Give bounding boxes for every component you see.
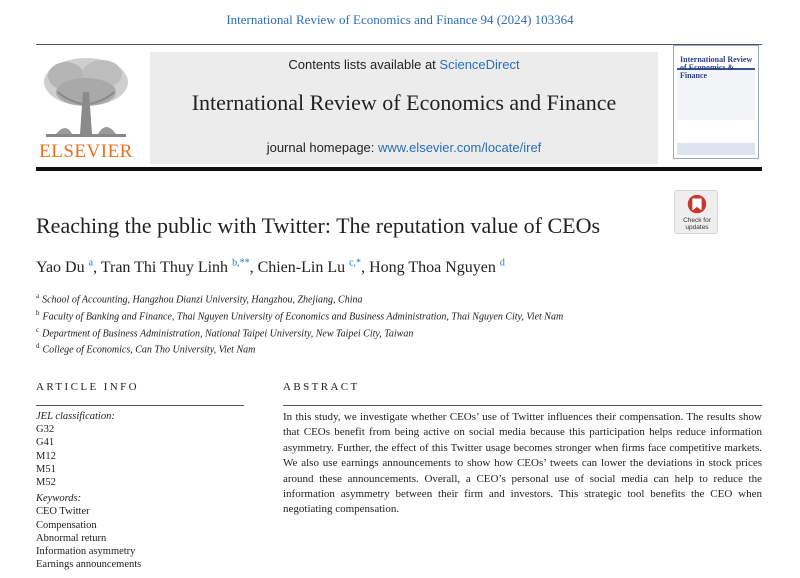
crossmark-icon xyxy=(675,193,719,217)
check-for-updates-label: Check for updates xyxy=(683,217,711,231)
homepage-prefix: journal homepage: xyxy=(266,140,379,155)
homepage-line xyxy=(150,140,658,155)
author-marks[interactable]: b,** xyxy=(232,258,250,269)
elsevier-wordmark: ELSEVIER xyxy=(39,141,133,162)
keyword: CEO Twitter xyxy=(36,506,90,518)
author[interactable] xyxy=(369,259,505,276)
author[interactable] xyxy=(101,259,258,276)
jel-code: G41 xyxy=(36,437,55,449)
affiliation-text: Faculty of Banking and Finance, Thai Nguyen University of Economics and Business Administration, Thai Nguyen City, Viet Nam xyxy=(42,311,564,323)
abstract-rule xyxy=(283,405,762,406)
author[interactable] xyxy=(258,259,370,276)
keywords-label: Keywords: xyxy=(36,493,82,505)
jel-code: M52 xyxy=(36,477,56,489)
contents-line xyxy=(150,57,658,72)
keyword: Earnings announcements xyxy=(36,559,142,571)
author-name: Yao Du xyxy=(36,259,85,277)
article-info-rule xyxy=(36,405,244,406)
author-separator: , xyxy=(93,259,101,277)
affiliation xyxy=(36,340,563,357)
cover-footer xyxy=(677,143,755,155)
keyword: Abnormal return xyxy=(36,532,107,544)
abstract-heading: ABSTRACT xyxy=(283,381,360,393)
article-info-panel xyxy=(36,410,246,571)
affiliation-mark: d xyxy=(36,342,40,351)
journal-citation[interactable]: International Review of Economics and Finance 94 (2024) 103364 xyxy=(226,12,574,27)
affiliation xyxy=(36,307,563,324)
affiliation-text: Department of Business Administration, National Taipei University, New Taipei City, Taiwan xyxy=(42,327,414,339)
jel-code: M12 xyxy=(36,450,56,462)
journal-cover-thumbnail xyxy=(673,45,759,159)
affiliation-text: College of Economics, Can Tho University, Viet Nam xyxy=(42,344,256,356)
author-separator: , xyxy=(249,259,258,277)
contents-prefix: Contents lists available at xyxy=(288,57,440,72)
sciencedirect-link[interactable]: ScienceDirect xyxy=(439,57,520,72)
jel-code: G32 xyxy=(36,424,55,436)
article-info-heading: ARTICLE INFO xyxy=(36,381,139,393)
journal-name: International Review of Economics and Finance xyxy=(191,90,617,115)
author-marks[interactable]: c,* xyxy=(349,258,362,269)
affiliation-mark: a xyxy=(36,292,40,300)
journal-header-box xyxy=(150,52,658,164)
author[interactable] xyxy=(36,259,101,276)
author-marks[interactable]: d xyxy=(499,258,505,269)
author-separator: , xyxy=(361,259,370,277)
author-list xyxy=(36,258,505,277)
jel-label: JEL classification: xyxy=(36,411,115,422)
author-marks[interactable]: a xyxy=(88,258,94,269)
affiliation-mark: b xyxy=(36,308,40,317)
abstract-text: In this study, we investigate whether CEOs’ use of Twitter influences their compensation. The results show that CEOs benefit from being active on social media because this participation helps reduce information asymmetry. Further, the effect of this Twitter usage becomes stronger when firms face competitive markets. We also use earnings announcements to show how CEOs’ tweets can lower the deviations in stock prices around these announcements. Overall, a CEO’s personal use of social media can help to reduce the information asymmetry between their firm and investors. This strategic tool benefits the CEO when negotiating compensation. xyxy=(283,411,762,516)
header-thick-rule xyxy=(36,167,762,171)
affiliation-text: School of Accounting, Hangzhou Dianzi University, Hangzhou, Zhejiang, China xyxy=(42,294,363,306)
affiliation xyxy=(36,324,563,341)
keyword: Information asymmetry xyxy=(36,546,136,558)
author-name: Tran Thi Thuy Linh xyxy=(100,259,229,277)
affiliation-mark: c xyxy=(36,325,40,334)
cover-title: International Review of Economics & Finance xyxy=(680,55,753,80)
keyword: Compensation xyxy=(36,519,97,531)
jel-code: M51 xyxy=(36,463,56,475)
affiliation xyxy=(36,290,563,307)
header-top-rule xyxy=(36,44,762,45)
author-name: Chien-Lin Lu xyxy=(257,259,346,277)
affiliations xyxy=(36,290,563,357)
author-name: Hong Thoa Nguyen xyxy=(369,259,496,277)
journal-homepage-link[interactable]: www.elsevier.com/locate/iref xyxy=(378,140,542,155)
article-title: Reaching the public with Twitter: The reputation value of CEOs xyxy=(36,213,601,238)
check-for-updates-button[interactable] xyxy=(674,190,718,234)
